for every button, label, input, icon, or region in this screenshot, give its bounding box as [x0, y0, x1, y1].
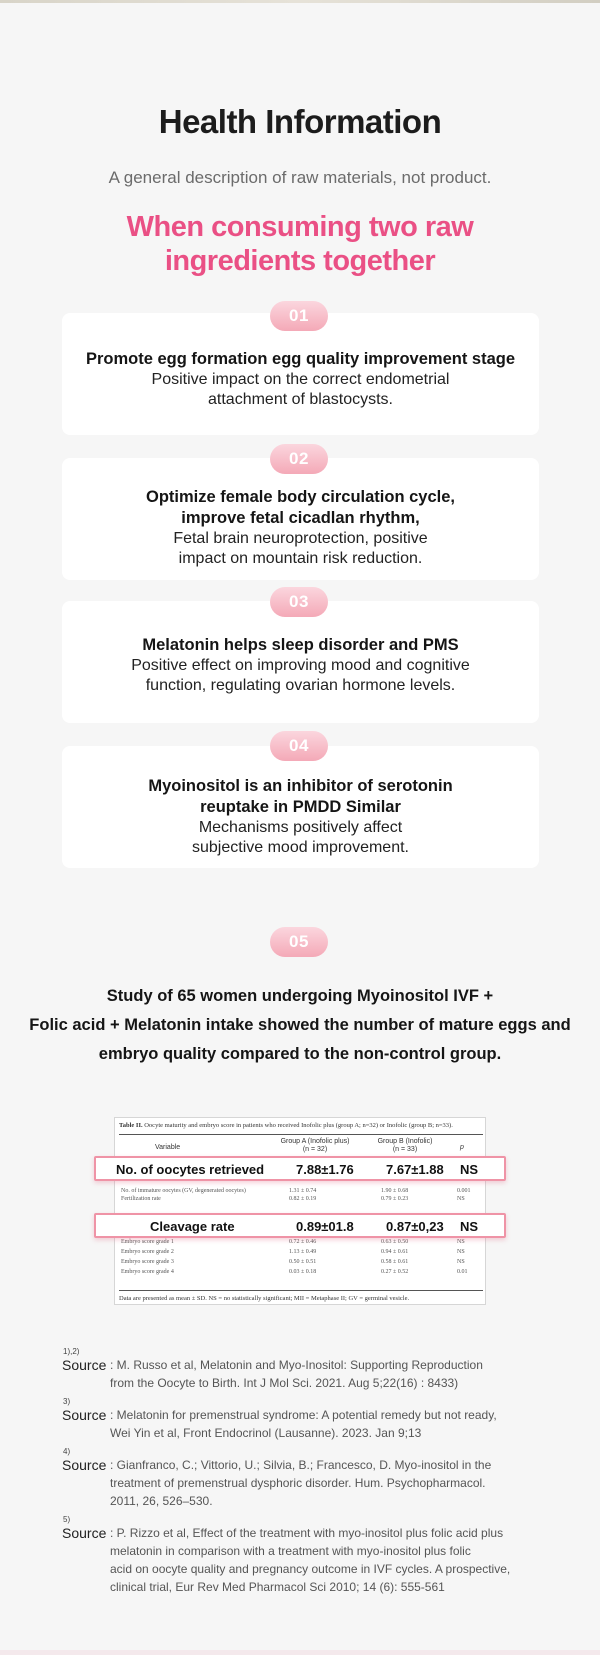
number-badge-05: 05	[270, 927, 328, 957]
table-row: Fertilization rate 0.82 ± 0.19 0.79 ± 0.23 NS	[121, 1196, 465, 1202]
page-title: Health Information	[158, 103, 442, 140]
section-headline	[0, 210, 600, 278]
number-badge-01: 01	[270, 301, 328, 331]
number-badge-03: 03	[270, 587, 328, 617]
source-list	[62, 1347, 552, 1601]
source-entry: 5) Source : P. Rizzo et al, Effect of the treatment with myo-inositol plus folic acid plus melatonin in comparison with a treatment with myo-inositol plus folic acid on oocyte quality and pregnancy outcome in IVF cycles. A prospective, clinical trial, Eur Rev Med Pharmacol Sci 2010; 14 (6): 555-561	[62, 1515, 511, 1594]
source-entry: 1),2) Source : M. Russo et al, Melatonin and Myo-Inositol: Supporting Reproduction from the Oocyte to Birth. Int J Mol Sci. 2021. Aug 5;22(16) : 8433)	[62, 1347, 483, 1390]
table-header-variable: Variable	[155, 1144, 181, 1151]
benefit-card-03	[62, 601, 539, 723]
table-row: No. of immature oocytes (GV, degenerated oocytes) 1.31 ± 0.74 1.90 ± 0.68 0.001	[121, 1188, 471, 1194]
source-entry: 4) Source : Gianfranco, C.; Vittorio, U.; Silvia, B.; Francesco, D. Myo-inositol in the treatment of premenstrual dysphoric disorder. Hum. Psychopharmacol. 2011, 26, 526–530.	[62, 1447, 492, 1508]
top-border	[0, 0, 600, 3]
benefit-card-01	[62, 313, 539, 435]
table-header-group-a: Group A (Inofolic plus) (n = 32)	[280, 1138, 350, 1153]
table-row: Embryo score grade 1 0.72 ± 0.46 0.63 ± 0.50 NS	[121, 1239, 465, 1245]
table-row: Embryo score grade 2 1.13 ± 0.49 0.94 ± 0.61 NS	[121, 1249, 465, 1255]
number-badge-04: 04	[270, 731, 328, 761]
benefit-body: Positive effect on improving mood and cognitive function, regulating ovarian hormone levels.	[131, 657, 470, 694]
table-rule	[119, 1290, 483, 1291]
page-subtitle: A general description of raw materials, not product.	[108, 168, 492, 187]
study-summary: Study of 65 women undergoing Myoinositol IVF + Folic acid + Melatonin intake showed the number of mature eggs and embryo quality compared to the non-control group.	[29, 987, 571, 1063]
highlight-oocytes-retrieved: No. of oocytes retrieved 7.88±1.76 7.67±1.88 NS	[94, 1156, 506, 1181]
bottom-border	[0, 1650, 600, 1655]
study-results-table	[114, 1117, 486, 1305]
headline-line: ingredients together	[164, 245, 436, 277]
table-header-group-b: Group B (Inofolic) (n = 33)	[377, 1138, 433, 1153]
benefit-body: Mechanisms positively affect subjective mood improvement.	[192, 819, 409, 856]
table-caption: Table II. Oocyte maturity and embryo score in patients who received Inofolic plus (group A; n=32) or Inofolic (group B; n=33).	[119, 1122, 453, 1129]
benefit-card-04	[62, 746, 539, 868]
benefit-heading: Myoinositol is an inhibitor of serotonin reuptake in PMDD Similar	[148, 777, 453, 816]
table-footnote: Data are presented as mean ± SD. NS = no statistically significant; MII = Metaphase II; GV = germinal vesicle.	[119, 1295, 410, 1302]
benefit-body: Fetal brain neuroprotection, positive impact on mountain risk reduction.	[173, 530, 428, 567]
benefit-card-02	[62, 458, 539, 580]
benefit-heading: Promote egg formation egg quality improvement stage	[85, 350, 516, 368]
source-entry: 3) Source : Melatonin for premenstrual syndrome: A potential remedy but not ready, Wei Yin et al, Front Endocrinol (Lausanne). 2023. Jan 9;13	[62, 1397, 497, 1440]
headline-line: When consuming two raw	[126, 211, 474, 243]
table-header-p: p	[460, 1144, 464, 1151]
table-row: Embryo score grade 3 0.50 ± 0.51 0.58 ± 0.61 NS	[121, 1259, 465, 1265]
number-badge-02: 02	[270, 444, 328, 474]
benefit-heading: Melatonin helps sleep disorder and PMS	[142, 636, 459, 654]
highlight-cleavage-rate: Cleavage rate 0.89±01.8 0.87±0,23 NS	[94, 1213, 506, 1238]
table-row: Embryo score grade 4 0.03 ± 0.18 0.27 ± 0.52 0.01	[121, 1269, 468, 1275]
benefit-body: Positive impact on the correct endometrial attachment of blastocysts.	[151, 371, 450, 408]
benefit-heading: Optimize female body circulation cycle, improve fetal cicadlan rhythm,	[145, 488, 455, 527]
table-rule	[119, 1134, 483, 1135]
